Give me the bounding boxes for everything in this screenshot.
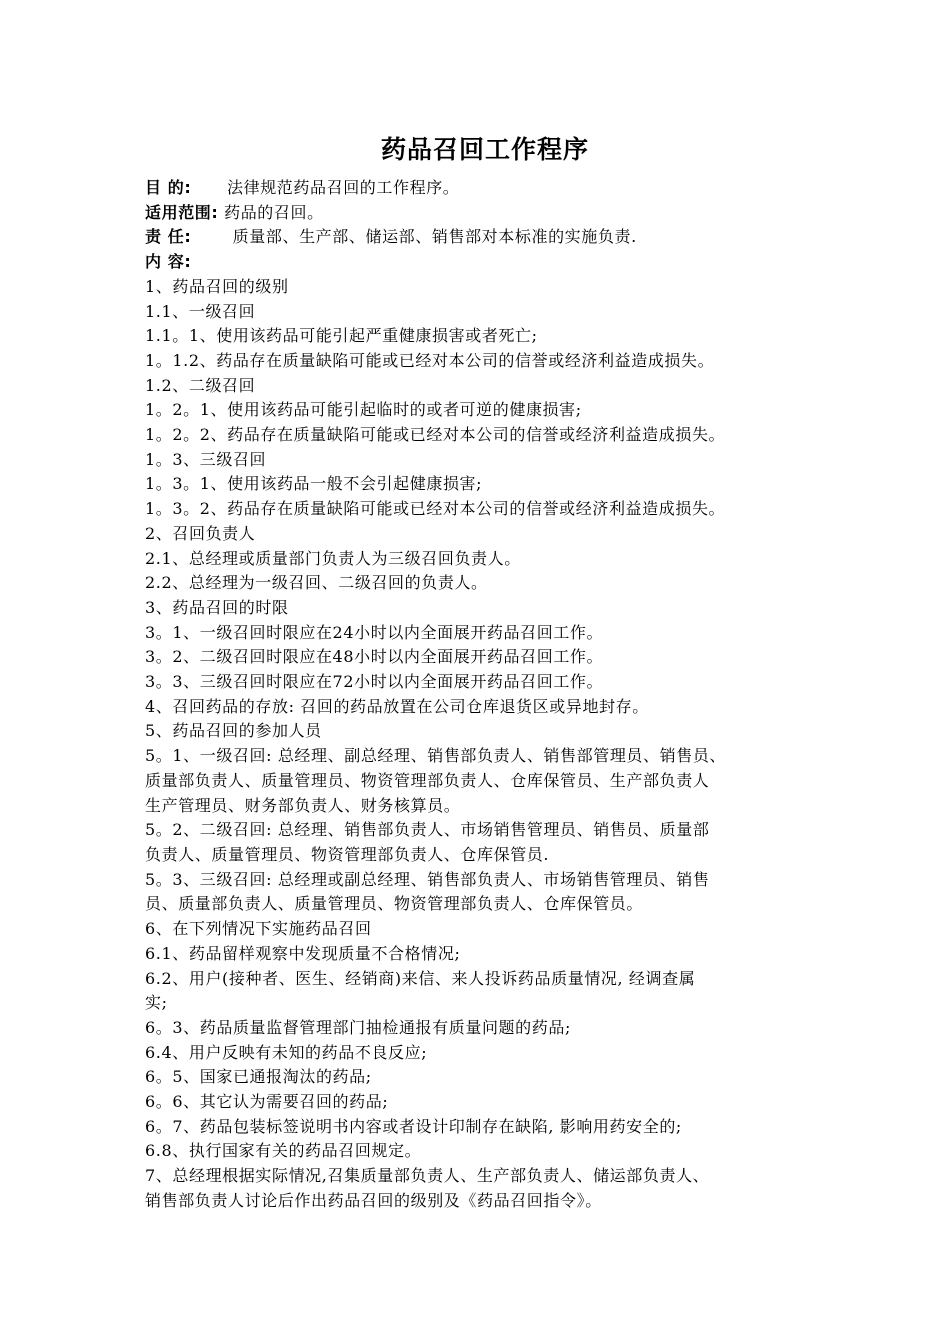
body-line: 4、召回药品的存放: 召回的药品放置在公司仓库退货区或异地封存。 [145, 696, 649, 716]
document-title: 药品召回工作程序 [380, 135, 589, 164]
header-scope [145, 201, 825, 226]
body-line: 1.1。1、使用该药品可能引起严重健康损害或者死亡; [145, 326, 538, 346]
body-line: 5、药品召回的参加人员 [145, 721, 322, 741]
body-line: 2、召回负责人 [145, 523, 256, 543]
document-page [145, 132, 825, 1214]
body-line: 1、药品召回的级别 [145, 276, 289, 296]
body-line: 1。3。1、使用该药品一般不会引起健康损害; [145, 474, 483, 494]
body-line: 3。3、三级召回时限应在72小时以内全面展开药品召回工作。 [145, 672, 604, 692]
body-line: 7、总经理根据实际情况,召集质量部负责人、生产部负责人、储运部负责人、 [145, 1166, 710, 1186]
body-line: 5。2、二级召回: 总经理、销售部负责人、市场销售管理员、销售员、质量部 [145, 820, 710, 840]
body-line: 6。3、药品质量监督管理部门抽检通报有质量问题的药品; [145, 1017, 571, 1037]
body-line: 负责人、质量管理员、物资管理部负责人、仓库保管员. [145, 844, 550, 864]
body-line: 员、质量部负责人、质量管理员、物资管理部负责人、仓库保管员。 [145, 894, 644, 914]
body-line: 质量部负责人、质量管理员、物资管理部负责人、仓库保管员、生产部负责人 [145, 770, 710, 790]
body-line: 1.2、二级召回 [145, 375, 256, 395]
body-line: 销售部负责人讨论后作出药品召回的级别及《药品召回指令》。 [145, 1190, 602, 1210]
header-value: 质量部、生产部、储运部、销售部对本标准的实施负责. [227, 227, 637, 247]
body-line: 6.1、药品留样观察中发现质量不合格情况; [145, 943, 461, 963]
header-label: 适用范围: [145, 202, 219, 222]
body-line: 6.2、用户(接种者、医生、经销商)来信、来人投诉药品质量情况, 经调查属 [145, 968, 696, 988]
body-line: 3、药品召回的时限 [145, 597, 289, 617]
header-responsibility [145, 225, 825, 250]
body-line: 5。1、一级召回: 总经理、副总经理、销售部负责人、销售部管理员、销售员、 [145, 746, 727, 766]
header-label: 目 的: [145, 178, 192, 197]
body-line: 6.4、用户反映有未知的药品不良反应; [145, 1042, 428, 1062]
body-line: 1。2。1、使用该药品可能引起临时的或者可逆的健康损害; [145, 400, 582, 420]
body-line: 1。2。2、药品存在质量缺陷可能或已经对本公司的信誉或经济利益造成损失。 [145, 425, 726, 445]
header-label: 责 任: [145, 227, 192, 247]
body-line: 1.1、一级召回 [145, 301, 256, 321]
body-line: 6。7、药品包装标签说明书内容或者设计印制存在缺陷, 影响用药安全的; [145, 1116, 682, 1136]
body-line: 3。1、一级召回时限应在24小时以内全面展开药品召回工作。 [145, 622, 604, 642]
body-line: 2.1、总经理或质量部门负责人为三级召回负责人。 [145, 548, 521, 568]
body-line: 生产管理员、财务部负责人、财务核算员。 [145, 795, 461, 815]
header-content [145, 250, 825, 275]
body-line: 6。6、其它认为需要召回的药品; [145, 1092, 389, 1112]
body-line: 3。2、二级召回时限应在48小时以内全面展开药品召回工作。 [145, 647, 604, 667]
header-value: 法律规范药品召回的工作程序。 [227, 178, 460, 197]
body-line: 6.8、执行国家有关的药品召回规定。 [145, 1141, 422, 1161]
body-line: 实; [145, 993, 168, 1013]
header-purpose [145, 176, 825, 201]
body-line: 2.2、总经理为一级召回、二级召回的负责人。 [145, 573, 488, 593]
body-line: 1。3、三级召回 [145, 449, 267, 469]
body-line: 1。1.2、药品存在质量缺陷可能或已经对本公司的信誉或经济利益造成损失。 [145, 350, 715, 370]
body-line: 1。3。2、药品存在质量缺陷可能或已经对本公司的信誉或经济利益造成损失。 [145, 499, 726, 519]
body-line: 6。5、国家已通报淘汰的药品; [145, 1067, 372, 1087]
body-line: 6、在下列情况下实施药品召回 [145, 919, 372, 939]
body-line: 5。3、三级召回: 总经理或副总经理、销售部负责人、市场销售管理员、销售 [145, 869, 710, 889]
header-value: 药品的召回。 [218, 202, 324, 222]
header-label: 内 容: [145, 252, 192, 272]
document-body [145, 275, 825, 1214]
